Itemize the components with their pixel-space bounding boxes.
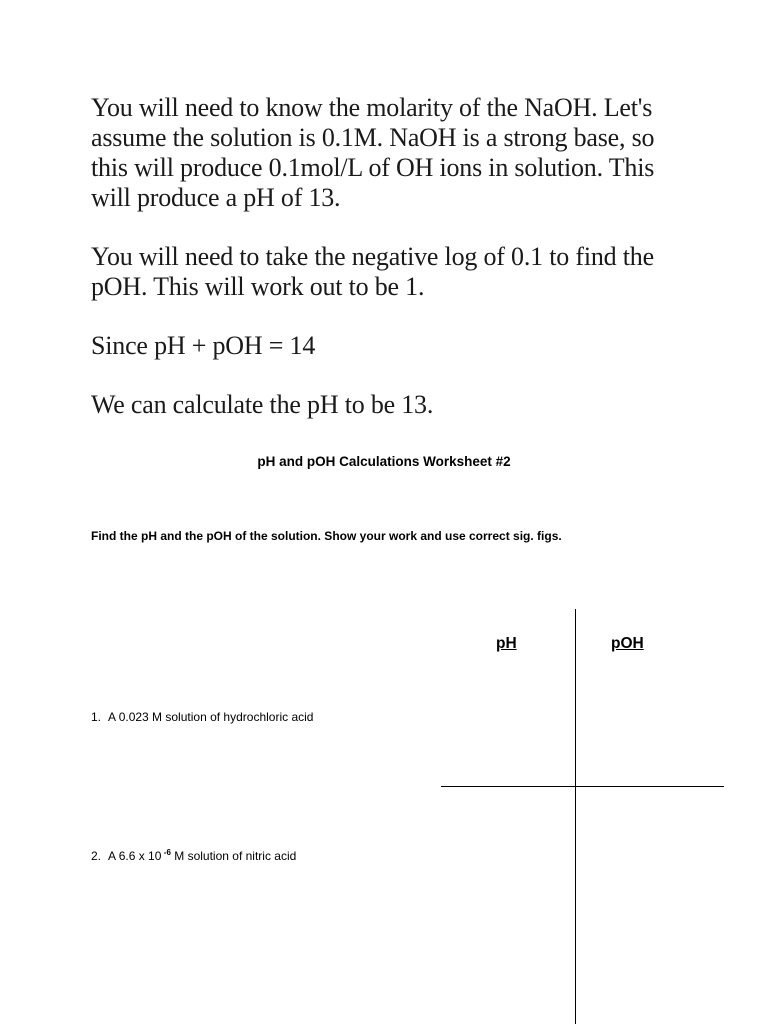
- table-horizontal-divider: [441, 786, 724, 787]
- question-text-before: A 6.6 x 10: [108, 849, 162, 863]
- column-header-ph: pH: [496, 635, 517, 652]
- question-number: 2.: [91, 849, 102, 863]
- answer-paragraph-3: Since pH + pOH = 14: [91, 331, 316, 360]
- column-header-poh: pOH: [611, 635, 644, 652]
- answer-paragraph-4: We can calculate the pH to be 13.: [91, 390, 434, 419]
- answer-paragraph-2: You will need to take the negative log of 0.1 to find the pOH. This will work out to be 1.: [91, 242, 654, 301]
- question-1: [91, 709, 313, 725]
- answer-paragraph-1: You will need to know the molarity of the NaOH. Let's assume the solution is 0.1M. NaOH is a strong base, so this will produce 0.1mol/L of OH ions in solution. This will produce a pH of 13.: [91, 93, 655, 212]
- question-text: A 0.023 M solution of hydrochloric acid: [108, 710, 314, 724]
- worksheet-instructions: Find the pH and the pOH of the solution. Show your work and use correct sig. figs.: [91, 529, 562, 543]
- question-text-after: M solution of nitric acid: [170, 849, 297, 863]
- question-exponent: -6: [163, 848, 171, 857]
- table-vertical-divider: [575, 609, 576, 1024]
- worksheet-title: pH and pOH Calculations Worksheet #2: [257, 454, 511, 469]
- answer-explanation: [91, 93, 691, 449]
- question-number: 1.: [91, 710, 102, 724]
- question-2: [91, 848, 296, 864]
